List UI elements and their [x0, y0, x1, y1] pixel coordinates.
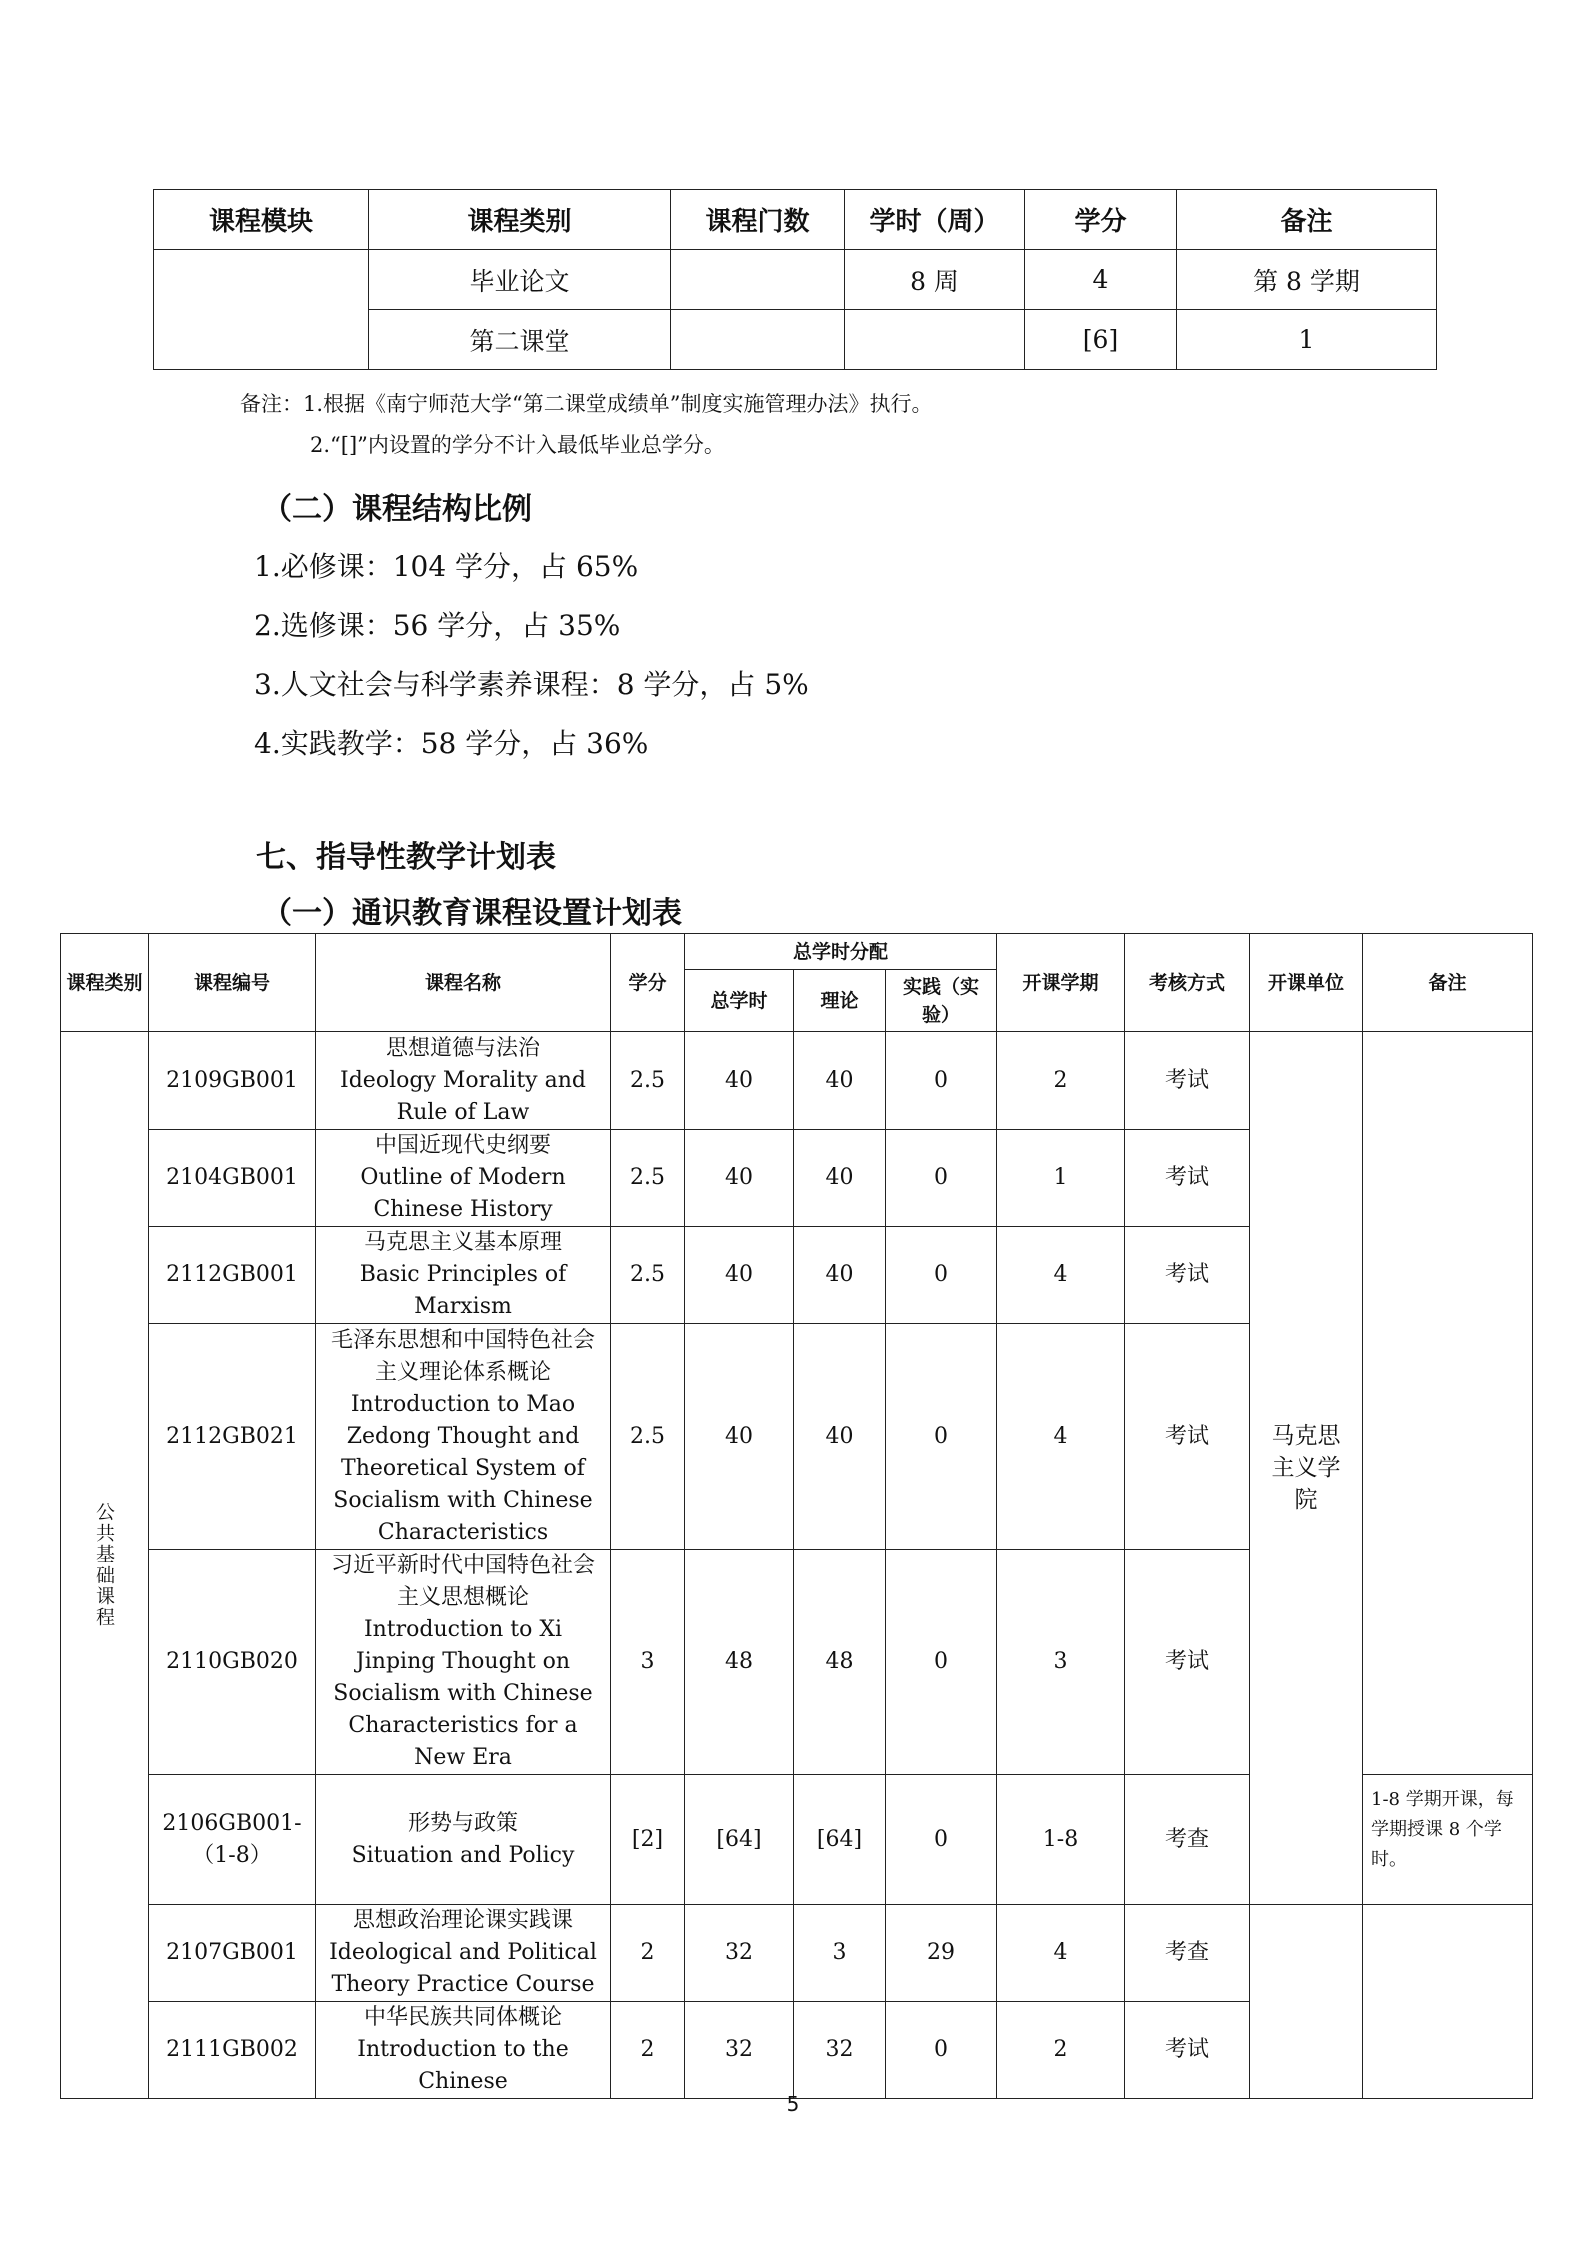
- course-code: 2109GB001: [149, 1032, 316, 1130]
- theory-hours: 3: [794, 1905, 886, 2002]
- header-course-count: 课程门数: [671, 190, 845, 250]
- exam-method: 考试: [1125, 2002, 1250, 2099]
- header-category: 课程类别: [61, 934, 149, 1032]
- cell-category: 第二课堂: [369, 310, 671, 370]
- course-name: [316, 2002, 611, 2099]
- credit: 2.5: [611, 1227, 685, 1324]
- theory-hours: 40: [794, 1130, 886, 1227]
- course-name-en: Introduction to Xi Jinping Thought on Socialism with Chinese Characteristics for a New Era: [333, 1617, 593, 1770]
- credit: 2.5: [611, 1130, 685, 1227]
- course-code: 2111GB002: [149, 2002, 316, 2099]
- exam-method: 考试: [1125, 1324, 1250, 1550]
- course-name-cn: 中国近现代史纲要: [374, 1133, 551, 1158]
- note-line-1: 备注：1.根据《南宁师范大学“第二课堂成绩单”制度实施管理办法》执行。: [240, 392, 933, 416]
- theory-hours: [64]: [794, 1775, 886, 1905]
- practice-hours: 0: [886, 1324, 997, 1550]
- course-name: [316, 1550, 611, 1775]
- theory-hours: 32: [794, 2002, 886, 2099]
- theory-hours: 48: [794, 1550, 886, 1775]
- category-cell: [61, 1032, 149, 2099]
- credit: 2.5: [611, 1032, 685, 1130]
- course-name-cn: 中华民族共同体概论: [363, 2005, 562, 2030]
- semester: 4: [997, 1227, 1125, 1324]
- page-number: 5: [786, 2092, 800, 2116]
- semester: 1-8: [997, 1775, 1125, 1905]
- course-name-en: Introduction to the Chinese: [357, 2037, 569, 2094]
- practice-hours: 0: [886, 1227, 997, 1324]
- credit: 2.5: [611, 1324, 685, 1550]
- header-name: 课程名称: [316, 934, 611, 1032]
- semester: 1: [997, 1130, 1125, 1227]
- exam-method: 考试: [1125, 1032, 1250, 1130]
- dept-cell: 马克思主义学院: [1250, 1032, 1363, 1905]
- course-name-en: Basic Principles of Marxism: [359, 1262, 567, 1319]
- header-semester: 开课学期: [997, 934, 1125, 1032]
- course-name: [316, 1324, 611, 1550]
- course-code: 2110GB020: [149, 1550, 316, 1775]
- theory-hours: 40: [794, 1227, 886, 1324]
- practice-hours: 0: [886, 2002, 997, 2099]
- table-header-row: [61, 934, 1533, 970]
- cell-credits: 4: [1025, 250, 1177, 310]
- course-name: [316, 1227, 611, 1324]
- course-code: 2106GB001-（1-8）: [149, 1775, 316, 1905]
- total-hours: [64]: [685, 1775, 794, 1905]
- cell-remark: 1: [1177, 310, 1437, 370]
- practice-hours: 29: [886, 1905, 997, 2002]
- table-header-row: [154, 190, 1437, 250]
- total-hours: 32: [685, 1905, 794, 2002]
- cell-count: [671, 250, 845, 310]
- cell-module: [154, 250, 369, 370]
- cell-category: 毕业论文: [369, 250, 671, 310]
- cell-hours: 8 周: [845, 250, 1025, 310]
- course-code: 2104GB001: [149, 1130, 316, 1227]
- theory-hours: 40: [794, 1324, 886, 1550]
- credit: 3: [611, 1550, 685, 1775]
- course-name: [316, 1905, 611, 2002]
- remark-cell: 1-8 学期开课，每学期授课 8 个学时。: [1363, 1775, 1533, 1905]
- course-name-cn: 毛泽东思想和中国特色社会主义理论体系概论: [330, 1327, 595, 1385]
- exam-method: 考试: [1125, 1130, 1250, 1227]
- header-theory: 理论: [794, 970, 886, 1032]
- practice-hours: 0: [886, 1775, 997, 1905]
- header-credit: 学分: [611, 934, 685, 1032]
- remark-cell-empty: [1363, 1032, 1533, 1775]
- total-hours: 40: [685, 1227, 794, 1324]
- course-name-en: Outline of Modern Chinese History: [360, 1165, 566, 1222]
- semester: 3: [997, 1550, 1125, 1775]
- total-hours: 40: [685, 1032, 794, 1130]
- general-education-plan-table: [60, 933, 1533, 2099]
- header-dept: 开课单位: [1250, 934, 1363, 1032]
- note-line-2: 2.“[]”内设置的学分不计入最低毕业总学分。: [310, 433, 725, 457]
- graduation-module-table: [153, 189, 1437, 370]
- cell-remark: 第 8 学期: [1177, 250, 1437, 310]
- header-category: 课程类别: [369, 190, 671, 250]
- header-code: 课程编号: [149, 934, 316, 1032]
- ratio-item-elective: 2.选修课：56 学分，占 35%: [254, 609, 621, 642]
- total-hours: 32: [685, 2002, 794, 2099]
- practice-hours: 0: [886, 1550, 997, 1775]
- exam-method: 考查: [1125, 1905, 1250, 2002]
- practice-hours: 0: [886, 1032, 997, 1130]
- ratio-item-practice: 4.实践教学：58 学分，占 36%: [254, 727, 649, 760]
- semester: 2: [997, 1032, 1125, 1130]
- course-name-en: Introduction to Mao Zedong Thought and Theoretical System of Socialism with Chinese Characteristics: [333, 1391, 593, 1545]
- cell-credits: [6]: [1025, 310, 1177, 370]
- exam-method: 考试: [1125, 1227, 1250, 1324]
- ratio-item-humanities: 3.人文社会与科学素养课程：8 学分，占 5%: [254, 668, 809, 701]
- table-row: [61, 1032, 1533, 1130]
- exam-method: 考查: [1125, 1775, 1250, 1905]
- credit: [2]: [611, 1775, 685, 1905]
- section-heading-structure: （二）课程结构比例: [262, 492, 532, 527]
- course-name-cn: 思想道德与法治: [385, 1035, 540, 1061]
- course-code: 2112GB001: [149, 1227, 316, 1324]
- section-heading-plan: 七、指导性教学计划表: [256, 840, 556, 875]
- course-name-cn: 形势与政策: [407, 1810, 518, 1836]
- header-module: 课程模块: [154, 190, 369, 250]
- course-name: [316, 1032, 611, 1130]
- course-code: 2107GB001: [149, 1905, 316, 2002]
- semester: 2: [997, 2002, 1125, 2099]
- exam-method: 考试: [1125, 1550, 1250, 1775]
- credit: 2: [611, 1905, 685, 2002]
- header-hours: 学时（周）: [845, 190, 1025, 250]
- theory-hours: 40: [794, 1032, 886, 1130]
- category-label: 公共基础课程: [93, 1502, 115, 1628]
- course-name-cn: 马克思主义基本原理: [363, 1230, 562, 1255]
- semester: 4: [997, 1324, 1125, 1550]
- course-name: [316, 1775, 611, 1905]
- semester: 4: [997, 1905, 1125, 2002]
- header-remark: 备注: [1177, 190, 1437, 250]
- cell-count: [671, 310, 845, 370]
- course-name-en: Ideological and Political Theory Practice Course: [329, 1940, 597, 1997]
- course-name: [316, 1130, 611, 1227]
- header-credits: 学分: [1025, 190, 1177, 250]
- header-remark: 备注: [1363, 934, 1533, 1032]
- remark-cell-empty: [1363, 1905, 1533, 2099]
- header-hours-group: 总学时分配: [685, 934, 997, 970]
- cell-hours: [845, 310, 1025, 370]
- total-hours: 48: [685, 1550, 794, 1775]
- course-name-cn: 习近平新时代中国特色社会主义思想概论: [330, 1553, 595, 1610]
- practice-hours: 0: [886, 1130, 997, 1227]
- table-row: [61, 1905, 1533, 2002]
- course-name-cn: 思想政治理论课实践课: [352, 1908, 573, 1933]
- table-row: [154, 250, 1437, 310]
- header-exam: 考核方式: [1125, 934, 1250, 1032]
- total-hours: 40: [685, 1130, 794, 1227]
- credit: 2: [611, 2002, 685, 2099]
- header-practice: 实践（实验）: [886, 970, 997, 1032]
- course-code: 2112GB021: [149, 1324, 316, 1550]
- course-name-en: Situation and Policy: [351, 1842, 575, 1868]
- ratio-item-required: 1.必修课：104 学分，占 65%: [254, 550, 639, 583]
- header-total-hours: 总学时: [685, 970, 794, 1032]
- subsection-heading-general: （一）通识教育课程设置计划表: [262, 896, 682, 931]
- dept-cell-empty: [1250, 1905, 1363, 2099]
- course-name-en: Ideology Morality and Rule of Law: [340, 1067, 586, 1125]
- total-hours: 40: [685, 1324, 794, 1550]
